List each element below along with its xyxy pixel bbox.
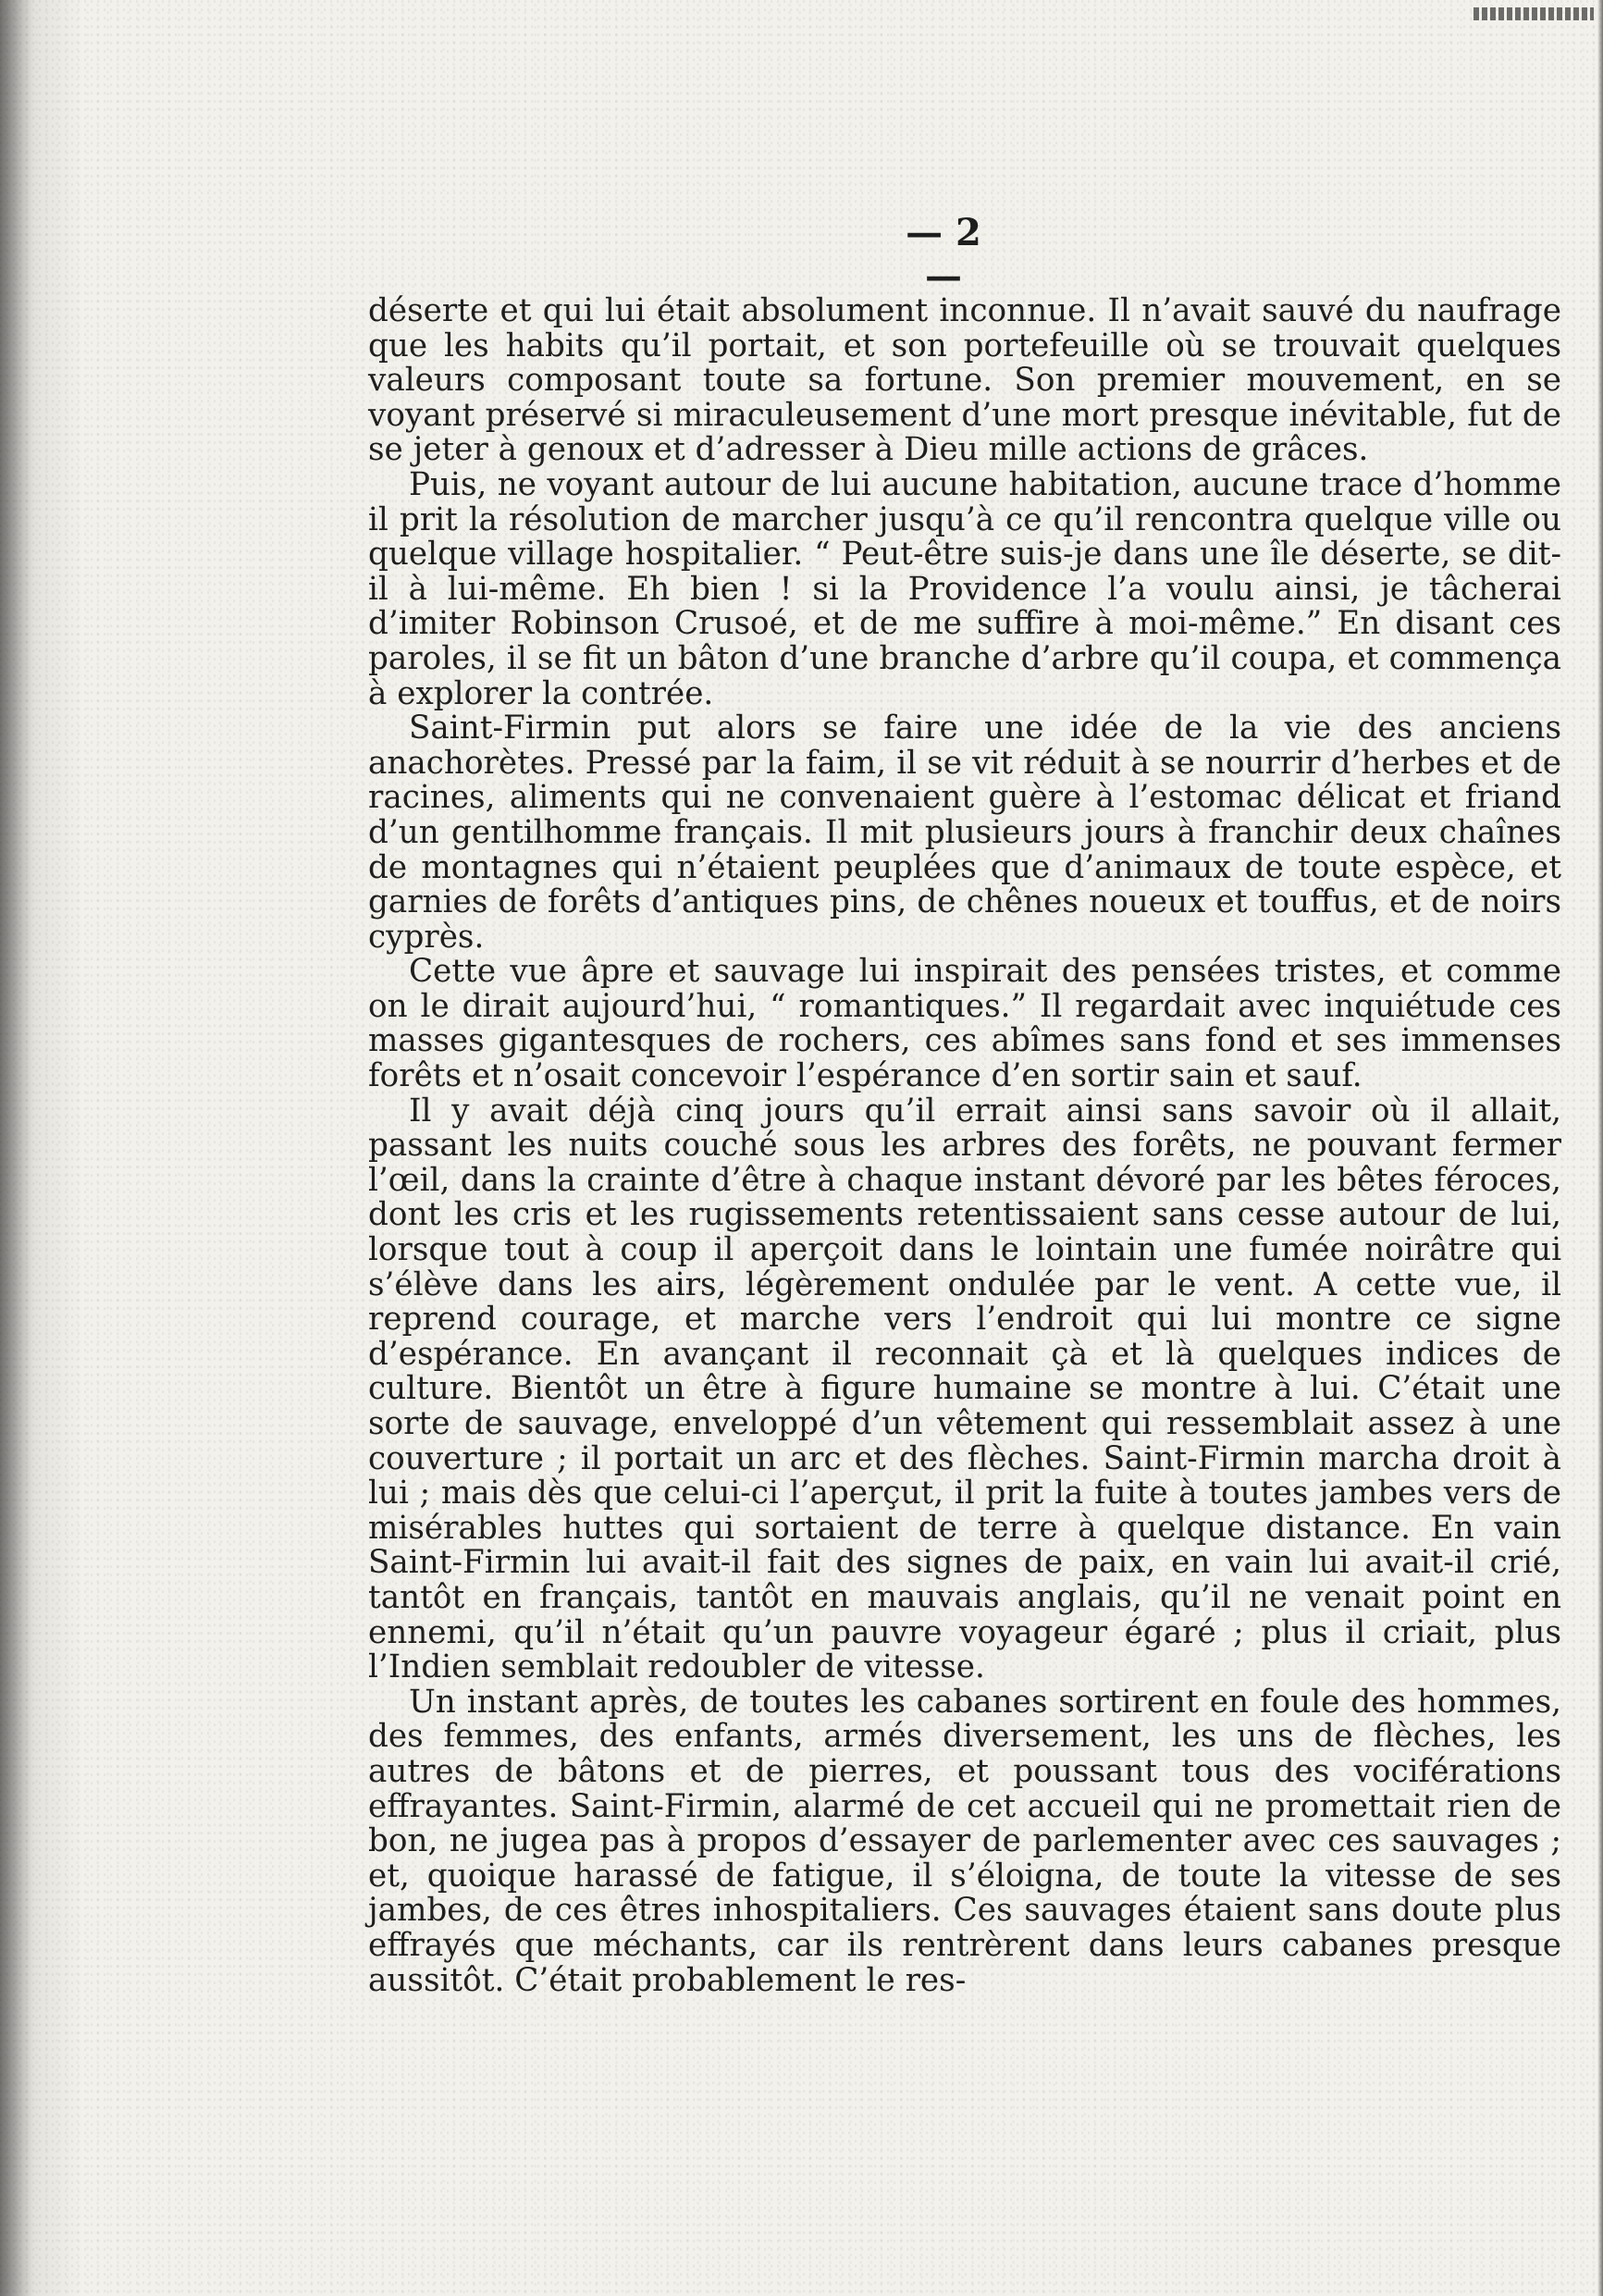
paragraph: Saint-Firmin put alors se faire une idée de la vie des anciens anachorètes. Pressé par la faim, il se vit réduit à se nourrir d’herbes et de racines, aliments qui ne convenaient guère à l’estomac délicat et friand d’un gentilhomme français. Il mit plusieurs jours à franchir deux chaînes de montagnes qui n’étaient peuplées que d’animaux de toute espèce, et garnies de forêts d’antiques pins, de chênes noueux et touffus, et de noirs cyprès. — [368, 710, 1561, 956]
scan-artifact — [1474, 7, 1594, 20]
page-edge — [1597, 0, 1603, 2296]
paragraph: Il y avait déjà cinq jours qu’il errait ainsi sans savoir où il allait, passant les nuits couché sous les arbres des forêts, ne pouvant fermer l’œil, dans la crainte d’être à chaque instant dévoré par les bêtes féroces, dont les cris et les rugissements retentissaient sans cesse autour de lui, lorsque tout à coup il aperçoit dans le lointain une fumée noirâtre qui s’élève dans les airs, légèrement ondulée par le vent. A cette vue, il reprend courage, et marche vers l’endroit qui lui montre ce signe d’espérance. En avançant il reconnait çà et là quelques indices de culture. Bientôt un être à figure humaine se montre à lui. C’était une sorte de sauvage, enveloppé d’un vêtement qui ressemblait assez à une couverture ; il portait un arc et des flèches. Saint-Firmin marcha droit à lui ; mais dès que celui-ci l’aperçut, il prit la fuite à toutes jambes vers de misérables huttes qui sortaient de terre à quelque distance. En vain Saint-Firmin lui avait-il fait des signes de paix, en vain lui avait-il crié, tantôt en français, tantôt en mauvais anglais, qu’il ne venait point en ennemi, qu’il n’était qu’un pauvre voyageur égaré ; plus il criait, plus l’Indien semblait redoubler de vitesse. — [368, 1092, 1561, 1686]
paragraph: Un instant après, de toutes les cabanes sortirent en foule des hommes, des femmes, des enfants, armés diversement, les uns de flèches, les autres de bâtons et de pierres, et poussant tous des vociférations effrayantes. Saint-Firmin, alarmé de cet accueil qui ne promettait rien de bon, ne jugea pas à propos d’essayer de parlementer avec ces sauvages ; et, quoique harassé de fatigue, il s’éloigna, de toute la vitesse de ses jambes, de ces êtres inhospitaliers. Ces sauvages étaient sans doute plus effrayés que méchants, car ils rentrèrent dans leurs cabanes presque aussitôt. C’était probablement le res- — [368, 1683, 1561, 1999]
page-number: — 2 — — [906, 211, 981, 298]
paragraph: déserte et qui lui était absolument inconnue. Il n’avait sauvé du naufrage que les habits qu’il portait, et son portefeuille où se trouvait quelques valeurs composant toute sa fortune. Son premier mouvement, en se voyant préservé si miraculeusement d’une mort presque inévitable, fut de se jeter à genoux et d’adresser à Dieu mille actions de grâces. — [368, 292, 1561, 469]
body-text — [368, 294, 1561, 1998]
binding-shadow — [0, 0, 33, 2296]
paragraph: Cette vue âpre et sauvage lui inspirait des pensées tristes, et comme on le dirait aujourd’hui, “ romantiques.” Il regardait avec inquiétude ces masses gigantesques de rochers, ces abîmes sans fond et ses immenses forêts et n’osait concevoir l’espérance d’en sortir sain et sauf. — [368, 953, 1561, 1095]
paragraph: Puis, ne voyant autour de lui aucune habitation, aucune trace d’homme il prit la résolution de marcher jusqu’à ce qu’il rencontra quelque ville ou quelque village hospitalier. “ Peut-être suis-je dans une île déserte, se dit-il à lui-même. Eh bien ! si la Providence l’a voulu ainsi, je tâcherai d’imiter Robinson Crusoé, et de me suffire à moi-même.” En disant ces paroles, il se fit un bâton d’une branche d’arbre qu’il coupa, et commença à explorer la contrée. — [368, 465, 1561, 712]
